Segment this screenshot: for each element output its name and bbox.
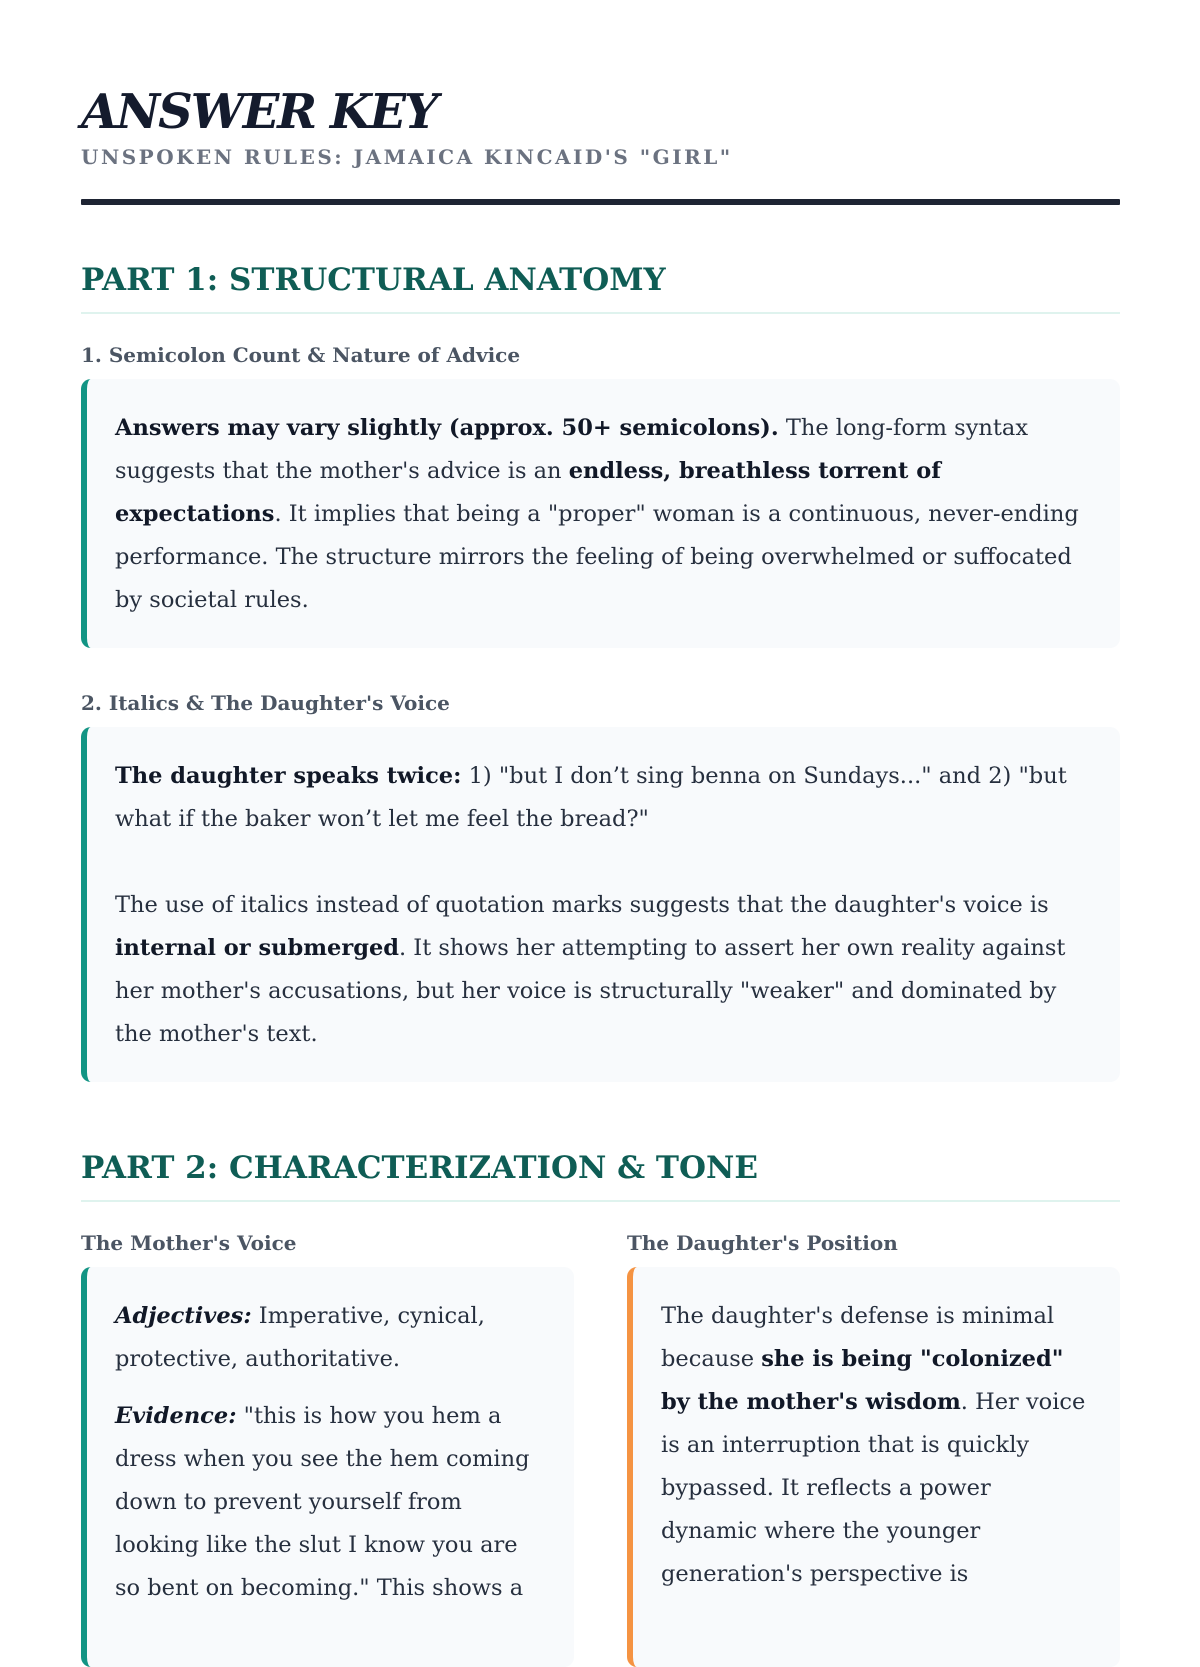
question1-answer-box — [81, 379, 1120, 648]
answer-key-page — [81, 0, 1120, 1667]
adjectives-text: Imperative, cynical, protective, authoritative. — [115, 1303, 485, 1372]
mother-evidence — [115, 1395, 544, 1610]
question1-answer-text — [115, 407, 1090, 622]
mother-voice-box — [81, 1267, 574, 1667]
part2-columns — [81, 1230, 1120, 1667]
question2-lead-text: 1) "but I don’t sing benna on Sundays..." and 2) "but what if the baker won’t let me feel the bread?" — [115, 763, 1067, 832]
daughter-position-box — [627, 1267, 1120, 1667]
question1-text-b: . It implies that being a "proper" woman is a continuous, never-ending performance. The structure mirrors the feeling of being overwhelmed or suffocated by societal rules. — [115, 501, 1079, 613]
adjectives-label: Adjectives: — [115, 1303, 252, 1329]
question2-text-b: . It shows her attempting to assert her own reality against her mother's accusations, but her voice is structurally "weaker" and dominated by the mother's text. — [115, 935, 1066, 1047]
question2-text-a: The use of italics instead of quotation marks suggests that the daughter's voice is — [115, 892, 1049, 918]
page-subtitle: UNSPOKEN RULES: JAMAICA KINCAID'S "GIRL" — [81, 145, 733, 169]
question2-label: 2. Italics & The Daughter's Voice — [81, 691, 450, 715]
question2-analysis-paragraph — [115, 884, 1090, 1056]
page-title: ANSWER KEY — [81, 84, 437, 140]
evidence-label: Evidence: — [115, 1403, 237, 1429]
evidence-text: "this is how you hem a dress when you see the hem coming down to prevent yourself from looking like the slut I know you are so bent on becoming." This shows a — [115, 1403, 530, 1601]
question1-emphasis: endless, breathless torrent of expectations — [115, 458, 941, 527]
daughter-emphasis: she is being "colonized" by the mother's wisdom — [661, 1346, 1064, 1415]
daughter-text-a: The daughter's defense is minimal because — [661, 1303, 1055, 1372]
question2-lead: The daughter speaks twice: — [115, 763, 462, 789]
title-divider — [81, 199, 1120, 205]
daughter-column — [627, 1230, 1120, 1667]
mother-voice-label: The Mother's Voice — [81, 1231, 297, 1255]
question1-label: 1. Semicolon Count & Nature of Advice — [81, 343, 521, 367]
mother-adjectives — [115, 1295, 544, 1381]
part2-heading: PART 2: CHARACTERIZATION & TONE — [81, 1148, 1120, 1202]
question2-lead-paragraph — [115, 755, 1090, 841]
part1-heading: PART 1: STRUCTURAL ANATOMY — [81, 260, 1120, 314]
mother-column — [81, 1230, 574, 1667]
daughter-position-label: The Daughter's Position — [627, 1231, 898, 1255]
question1-lead: Answers may vary slightly (approx. 50+ semicolons). — [115, 415, 779, 441]
daughter-text-b: . Her voice is an interruption that is quickly bypassed. It reflects a power dynamic where the younger generation's perspective is — [661, 1389, 1086, 1587]
question1-text-a: The long-form syntax suggests that the mother's advice is an — [115, 415, 1029, 484]
question2-emphasis: internal or submerged — [115, 935, 399, 961]
question2-answer-box — [81, 727, 1120, 1082]
daughter-position-text — [661, 1295, 1090, 1596]
